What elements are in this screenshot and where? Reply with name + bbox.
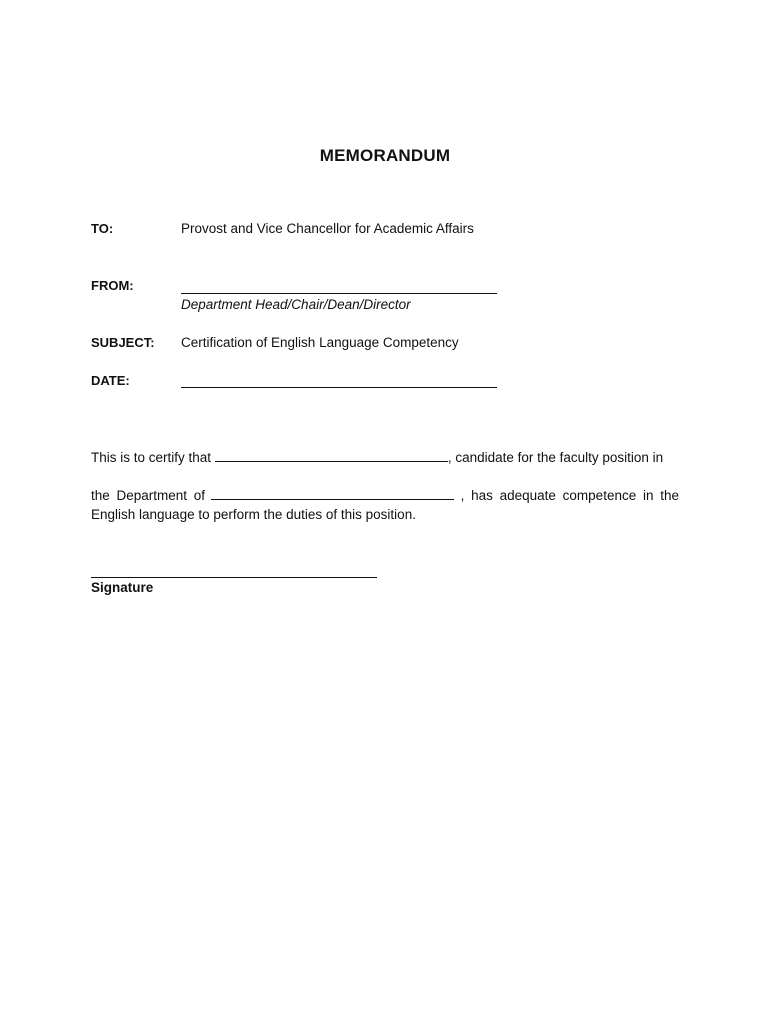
subject-label: SUBJECT:	[91, 335, 155, 350]
certify-text: This is to certify that	[91, 450, 212, 465]
signature-field[interactable]	[91, 577, 377, 578]
candidate-name-field[interactable]	[215, 448, 448, 462]
date-label: DATE:	[91, 373, 130, 388]
signature-label: Signature	[91, 580, 154, 595]
competence-text: , has adequate competence in the	[460, 488, 679, 503]
paragraph-line-2	[91, 486, 679, 505]
to-value: Provost and Vice Chancellor for Academic Affairs	[181, 221, 474, 236]
from-caption: Department Head/Chair/Dean/Director	[181, 297, 411, 312]
candidate-text: , candidate for the faculty position in	[447, 450, 664, 465]
department-text: the Department of	[91, 488, 206, 503]
from-label: FROM:	[91, 278, 134, 293]
to-label: TO:	[91, 221, 114, 236]
date-field[interactable]	[181, 387, 497, 388]
paragraph-line-3: English language to perform the duties of this position.	[91, 507, 416, 522]
department-field[interactable]	[211, 486, 454, 500]
paragraph-line-1	[91, 448, 679, 467]
certification-paragraph-2	[91, 486, 679, 524]
certification-paragraph	[91, 448, 679, 467]
from-field[interactable]	[181, 293, 497, 294]
subject-value: Certification of English Language Competency	[181, 335, 459, 350]
page-title: MEMORANDUM	[319, 146, 451, 165]
